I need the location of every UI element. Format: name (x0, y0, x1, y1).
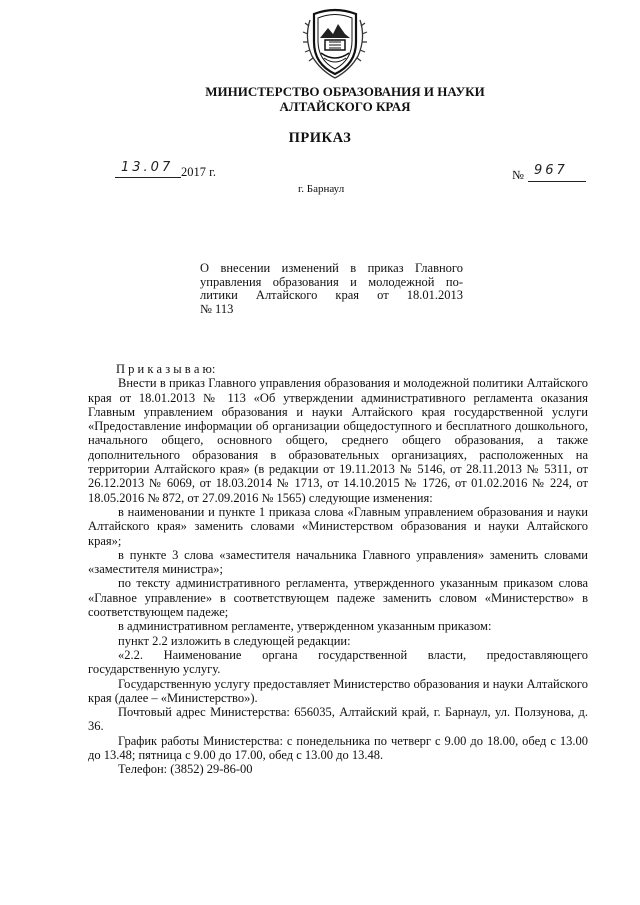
body-paragraph: Внести в приказ Главного управления образования и молодежной политики Алтайского края от 18.01.2013 № 113 «Об утверждении административного регламента оказания Главным управлением образования и науки Алтайского края государственной услуги «Предоставление информации об организации общедоступного и бесплатного дошкольного, начального общего, основного общего, среднего общего образования, а также дополнительного образования в образовательных организациях, расположенных на территории Алтайского края» (в редакции от 19.11.2013 № 5146, от 28.11.2013 № 5311, от 26.12.2013 № 6069, от 18.03.2014 № 1713, от 14.10.2015 № 1726, от 01.02.2016 № 224, от 18.05.2016 № 872, от 27.09.2016 № 1565) следующие изменения: (88, 376, 588, 505)
body-paragraph: Государственную услугу предоставляет Министерство образования и науки Алтайского края (далее – «Министерство»). (88, 676, 588, 705)
coat-of-arms-emblem (300, 8, 370, 80)
date-year: 2017 г. (181, 165, 216, 179)
city-label: г. Барнаул (298, 183, 345, 195)
subject-block (200, 262, 463, 316)
ministry-title-line1: МИНИСТЕРСТВО ОБРАЗОВАНИЯ И НАУКИ (205, 84, 485, 99)
body-paragraph: пункт 2.2 изложить в следующей редакции: (118, 633, 351, 648)
body-paragraph: в наименовании и пункте 1 приказа слова «Главным управлением образования и науки Алтайского края» заменить словами «Министерством образования и науки Алтайского края»; (88, 504, 588, 548)
subject-line: литики Алтайского края от 18.01.2013 (200, 288, 463, 302)
body-paragraph: в пункте 3 слова «заместителя начальника Главного управления» заменить словами «заместителя министра»; (88, 547, 588, 577)
body-paragraph: График работы Министерства: с понедельника по четверг с 9.00 до 18.00, обед с 13.00 до 13.48; пятница с 9.00 до 17.00, обед с 13.00 до 13.48. (88, 733, 588, 763)
number-underline (528, 162, 586, 182)
body-paragraph: Телефон: (3852) 29-86-00 (118, 762, 253, 777)
subject-line: № 113 (200, 301, 234, 316)
number-handwritten: 967 (534, 163, 568, 178)
date-handwritten: 13.07 (121, 160, 174, 175)
subject-line: управления образования и молодежной по- (200, 274, 463, 289)
subject-line: О внесении изменений в приказ Главного (200, 261, 463, 275)
body-paragraph: Почтовый адрес Министерства: 656035, Алтайский край, г. Барнаул, ул. Ползунова, д. 36. (88, 705, 588, 734)
body-paragraph: в административном регламенте, утвержденном указанным приказом: (118, 619, 492, 634)
order-body (88, 362, 588, 777)
order-word: П р и к а з ы в а ю: (116, 362, 216, 376)
document-type-title: ПРИКАЗ (288, 130, 352, 146)
ministry-title-line2: АЛТАЙСКОГО КРАЯ (279, 99, 411, 114)
body-paragraph: «2.2. Наименование органа государственной власти, предоставляющего государственную услугу. (88, 647, 588, 677)
number-sign: № (512, 168, 524, 182)
date-underline (115, 160, 181, 178)
body-paragraph: по тексту административного регламента, утвержденного указанным приказом слова «Главное управление» в соответствующем падеже заменить словом «Министерство» в соответствующем падеже; (88, 576, 588, 620)
